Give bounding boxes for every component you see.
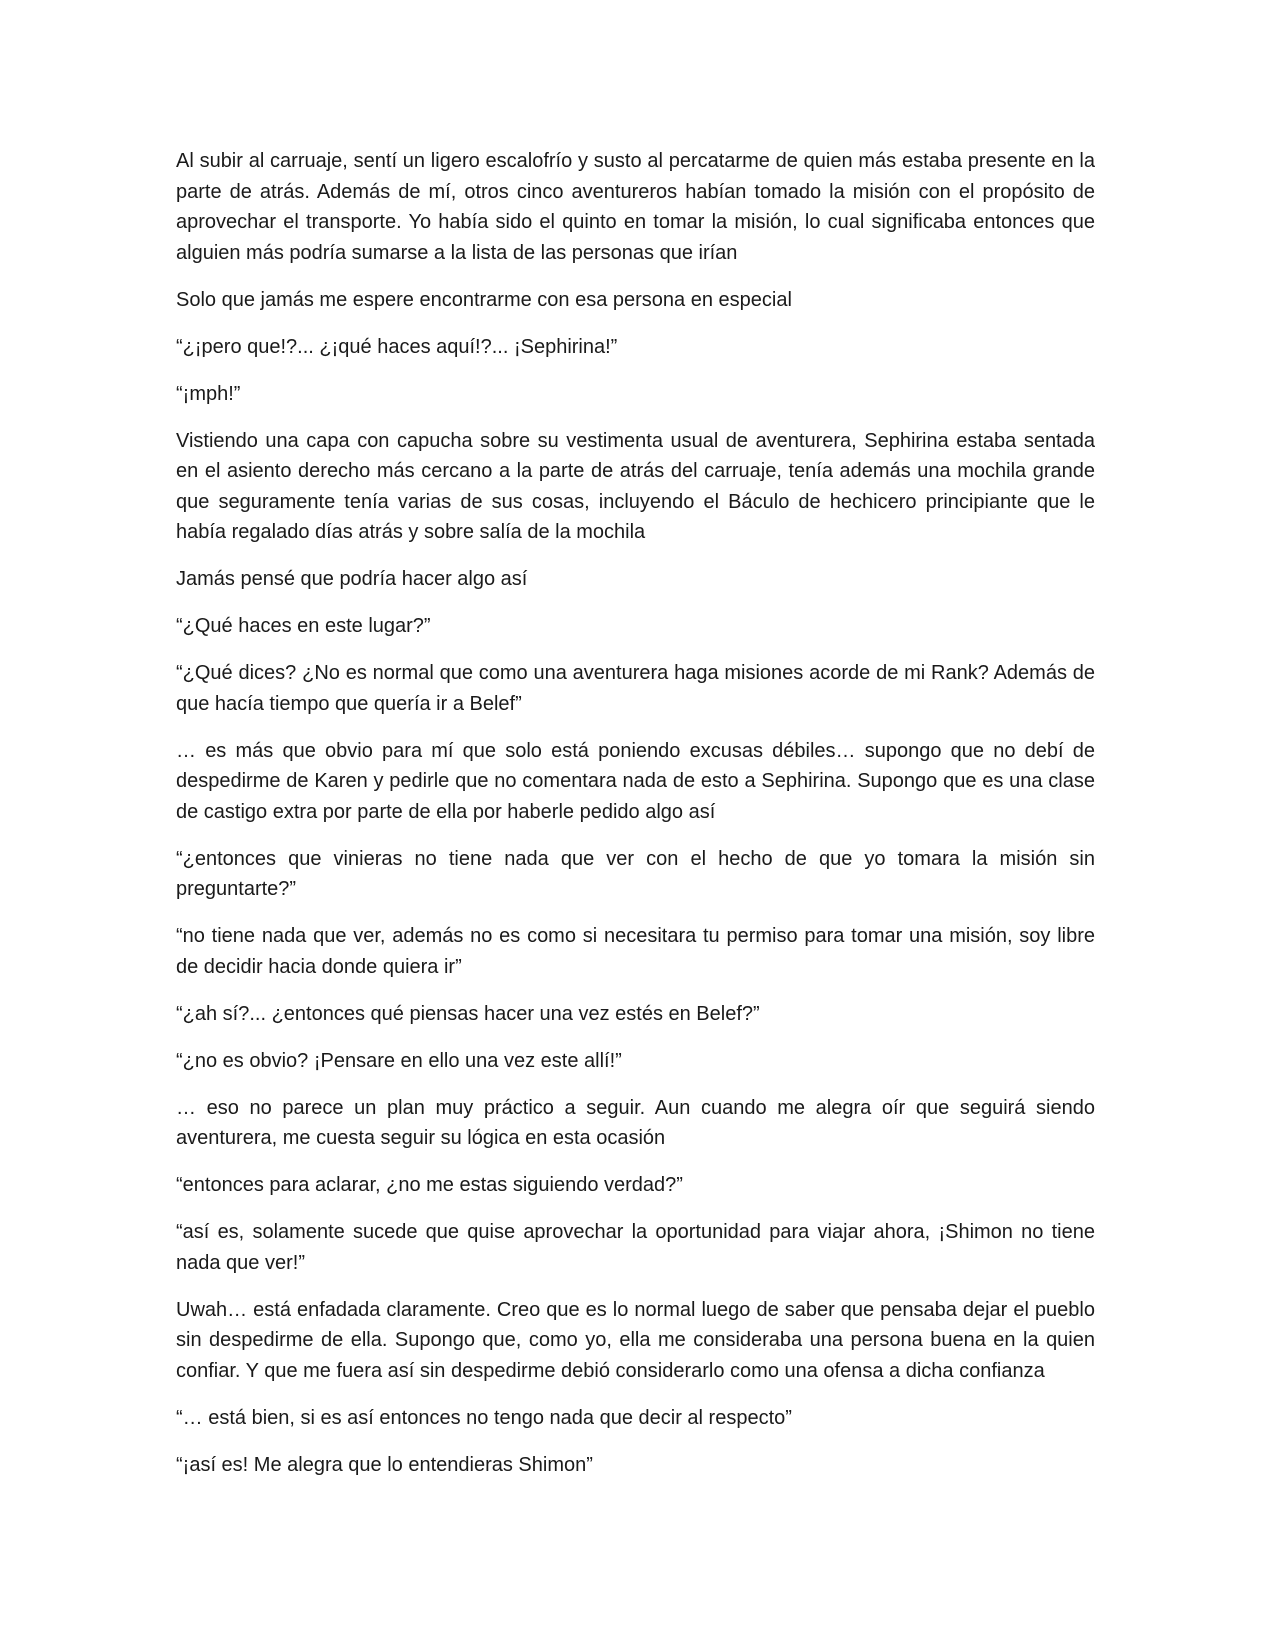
paragraph: Uwah… está enfadada claramente. Creo que es lo normal luego de saber que pensaba dejar el pueblo sin despedirme de ella. Supongo que, como yo, ella me consideraba una persona buena en la quien confiar. Y que me fuera así sin despedirme debió considerarlo como una ofensa a dicha confianza bbox=[176, 1298, 1095, 1382]
dialogue-line: “¿Qué dices? ¿No es normal que como una aventurera haga misiones acorde de mi Rank? Además de que hacía tiempo que quería ir a Belef” bbox=[176, 662, 1095, 715]
document-page bbox=[176, 146, 1095, 1497]
dialogue-line: “no tiene nada que ver, además no es como si necesitara tu permiso para tomar una misión, soy libre de decidir hacia donde quiera ir” bbox=[176, 925, 1095, 978]
dialogue-line: “¿entonces que vinieras no tiene nada que ver con el hecho de que yo tomara la misión sin preguntarte?” bbox=[176, 847, 1095, 900]
paragraph: … eso no parece un plan muy práctico a seguir. Aun cuando me alegra oír que seguirá siendo aventurera, me cuesta seguir su lógica en esta ocasión bbox=[176, 1096, 1095, 1149]
paragraph: Jamás pensé que podría hacer algo así bbox=[176, 568, 528, 590]
dialogue-line: “¿ah sí?... ¿entonces qué piensas hacer una vez estés en Belef?” bbox=[176, 1002, 760, 1025]
paragraph: … es más que obvio para mí que solo está poniendo excusas débiles… supongo que no debí de despedirme de Karen y pedirle que no comentara nada de esto a Sephirina. Supongo que es una clase de castigo extra por parte de ella por haberle pedido algo así bbox=[176, 739, 1095, 823]
dialogue-line: “¿¡pero que!?... ¿¡qué haces aquí!?... ¡Sephirina!” bbox=[176, 335, 618, 358]
paragraph: Al subir al carruaje, sentí un ligero escalofrío y susto al percatarme de quien más estaba presente en la parte de atrás. Además de mí, otros cinco aventureros habían tomado la misión con el propósito de aprovechar el transporte. Yo había sido el quinto en tomar la misión, lo cual significaba entonces que alguien más podría sumarse a la lista de las personas que irían bbox=[176, 150, 1095, 264]
dialogue-line: “¡mph!” bbox=[176, 382, 241, 405]
paragraph: Solo que jamás me espere encontrarme con esa persona en especial bbox=[176, 288, 792, 311]
dialogue-line: “¡así es! Me alegra que lo entendieras Shimon” bbox=[176, 1453, 593, 1476]
dialogue-line: “¿Qué haces en este lugar?” bbox=[176, 615, 431, 637]
dialogue-line: “entonces para aclarar, ¿no me estas siguiendo verdad?” bbox=[176, 1174, 683, 1196]
dialogue-line: “… está bien, si es así entonces no tengo nada que decir al respecto” bbox=[176, 1406, 792, 1429]
dialogue-line: “así es, solamente sucede que quise aprovechar la oportunidad para viajar ahora, ¡Shimon no tiene nada que ver!” bbox=[176, 1221, 1095, 1274]
paragraph: Vistiendo una capa con capucha sobre su vestimenta usual de aventurera, Sephirina estaba sentada en el asiento derecho más cercano a la parte de atrás del carruaje, tenía además una mochila grande que seguramente tenía varias de sus cosas, incluyendo el Báculo de hechicero principiante que le había regalado días atrás y sobre salía de la mochila bbox=[176, 429, 1095, 543]
dialogue-line: “¿no es obvio? ¡Pensare en ello una vez este allí!” bbox=[176, 1049, 622, 1072]
